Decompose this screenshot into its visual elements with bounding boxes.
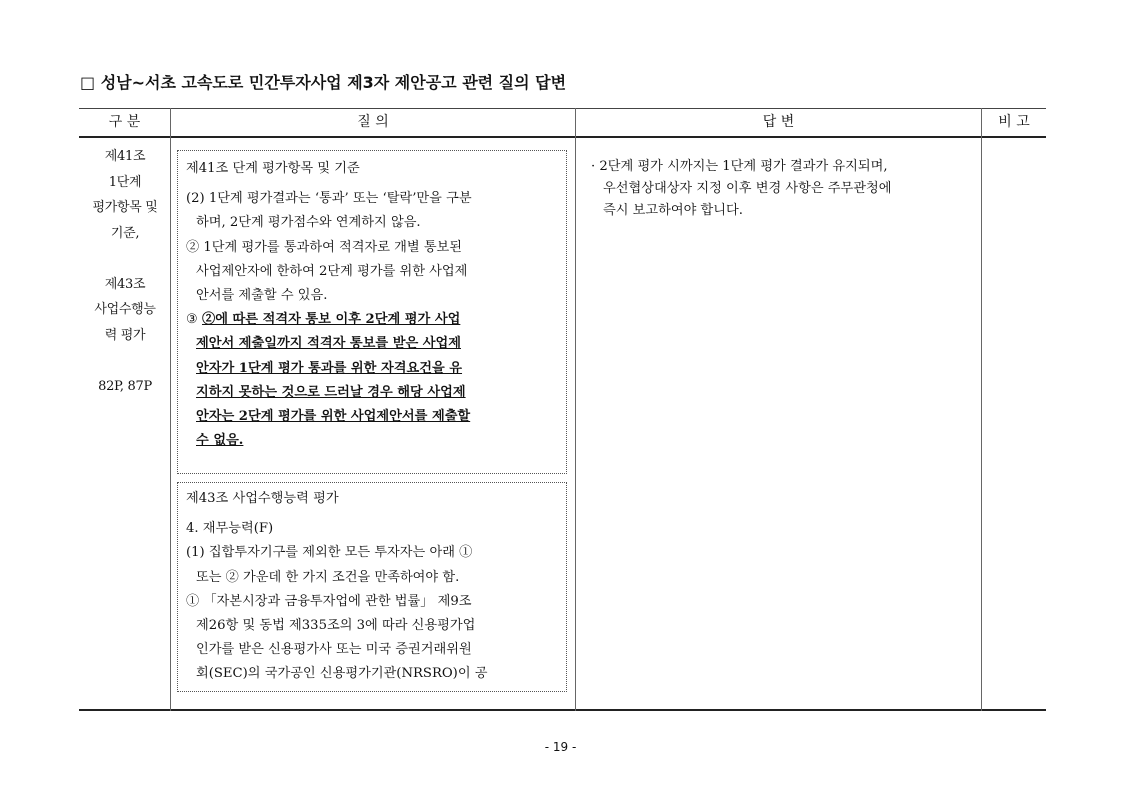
highlight-line: 지하지 못하는 것으로 드러날 경우 해당 사업제	[196, 384, 466, 400]
category-line: 기준,	[110, 225, 140, 241]
question-line: 안서를 제출할 수 있음.	[196, 288, 328, 304]
category-line: 평가항목 및	[92, 200, 158, 215]
question-line: 사업제안자에 한하여 2단계 평가를 위한 사업제	[196, 263, 468, 279]
answer-cell	[591, 156, 991, 222]
category-line: 력 평가	[104, 327, 146, 343]
question-line: 인가를 받은 신용평가사 또는 미국 증권거래위원	[196, 642, 472, 658]
category-line: 82P, 87P	[98, 378, 152, 394]
answer-line: 우선협상대상자 지정 이후 변경 사항은 주무관청에	[603, 181, 892, 196]
answer-line: 즉시 보고하여야 합니다.	[603, 203, 743, 218]
question-line: (1) 집합투자기구를 제외한 모든 투자자는 아래 ①	[186, 545, 473, 561]
question-line: 또는 ② 가운데 한 가지 조건을 만족하여야 함.	[196, 569, 460, 585]
question-line: 제26항 및 동법 제335조의 3에 따라 신용평가업	[196, 618, 476, 634]
category-cell	[79, 144, 171, 399]
document-title: □ 성남~서초 고속도로 민간투자사업 제3자 제안공고 관련 질의 답변	[80, 73, 567, 92]
item-marker: ③	[186, 312, 203, 328]
header-bottom-rule	[79, 136, 1046, 138]
header-category: 구 분	[108, 114, 141, 130]
question-line: ② 1단계 평가를 통과하여 적격자로 개별 통보된	[186, 239, 463, 255]
question-line: 하며, 2단계 평가점수와 연계하지 않음.	[196, 215, 421, 231]
question-line: 4. 재무능력(F)	[186, 521, 274, 537]
question-line: 회(SEC)의 국가공인 신용평가기관(NRSRO)이 공	[196, 666, 488, 682]
category-line	[79, 348, 171, 374]
question-box-article-43	[177, 482, 567, 692]
category-line: 1단계	[108, 174, 142, 190]
question-heading: 제43조 사업수행능력 평가	[186, 491, 339, 506]
header-question: 질 의	[357, 114, 389, 130]
answer-line: · 2단계 평가 시까지는 1단계 평가 결과가 유지되며,	[591, 159, 888, 174]
highlight-line: 제안서 제출일까지 적격자 통보를 받은 사업제	[196, 336, 461, 352]
question-line: ① 「자본시장과 금융투자업에 관한 법률」 제9조	[186, 593, 472, 609]
header-answer: 답 변	[762, 114, 795, 130]
highlight-line: 안자는 2단계 평가를 위한 사업제안서를 제출할	[196, 409, 471, 425]
category-line: 제41조	[104, 149, 146, 164]
question-box-article-41	[177, 150, 567, 474]
qa-table	[79, 108, 1046, 711]
table-bottom-rule	[79, 709, 1046, 711]
question-line: (2) 1단계 평가결과는 ‘통과’ 또는 ‘탈락’만을 구분	[186, 191, 472, 207]
category-line: 제43조	[104, 276, 146, 292]
highlight-line: 안자가 1단계 평가 통과를 위한 자격요건을 유	[196, 360, 463, 376]
highlight-line	[186, 308, 558, 332]
column-divider	[575, 108, 576, 711]
page-number: - 19 -	[544, 740, 577, 754]
highlight-line: 수 없음.	[196, 433, 244, 449]
question-heading: 제41조 단계 평가항목 및 기준	[186, 161, 360, 176]
category-line	[79, 246, 171, 272]
category-line: 사업수행능	[94, 302, 156, 317]
highlight-text: ②에 따른 적격자 통보 이후 2단계 평가 사업	[202, 312, 461, 328]
header-remark: 비 고	[998, 114, 1030, 130]
